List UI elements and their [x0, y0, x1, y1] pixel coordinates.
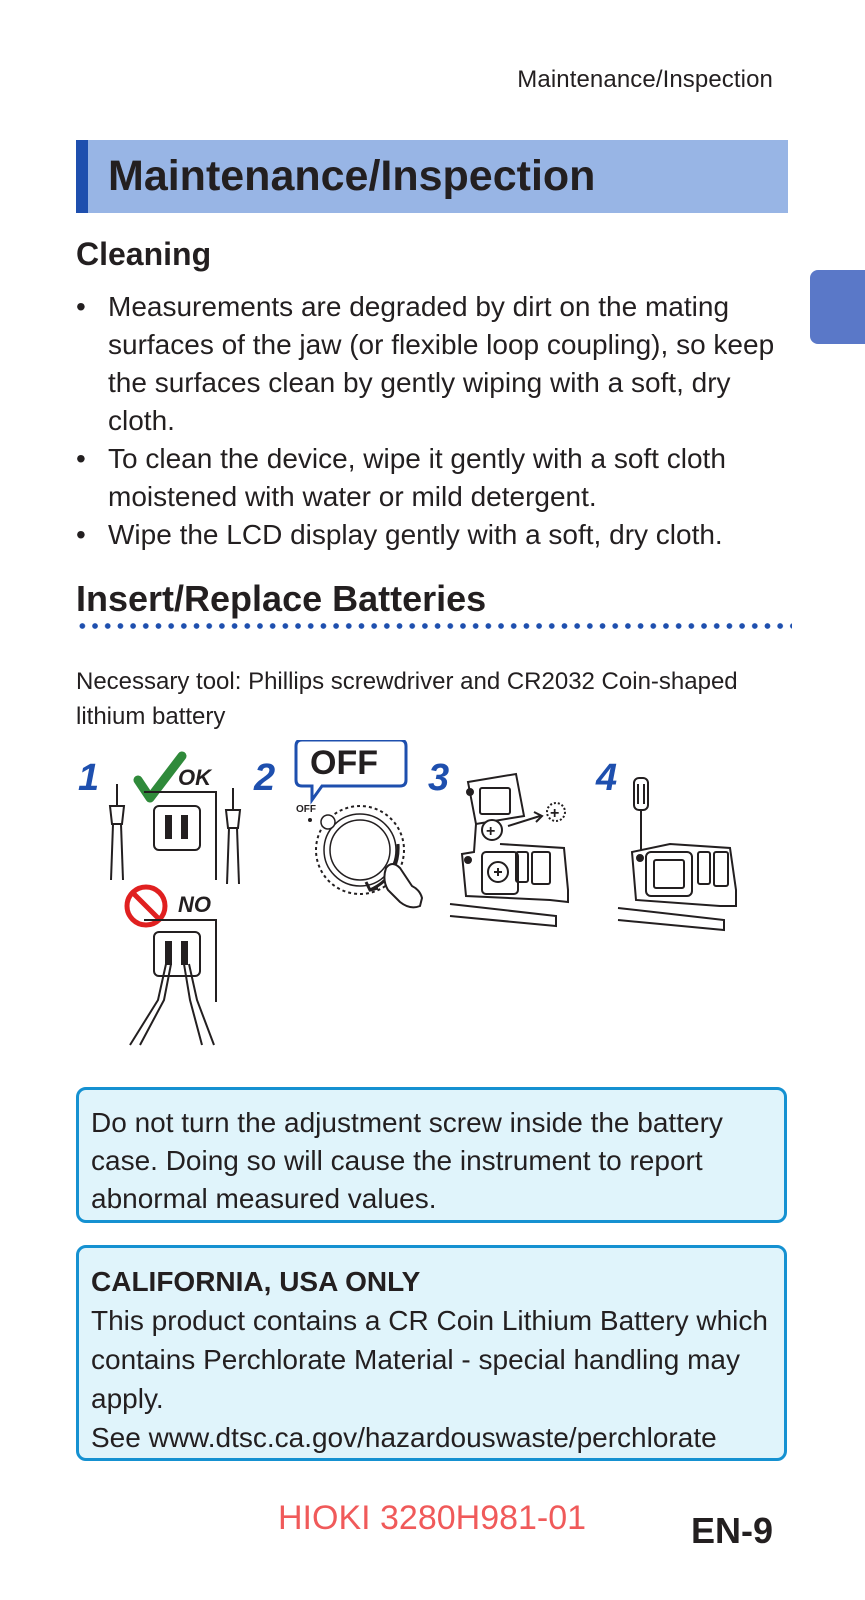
title-bar — [76, 140, 788, 213]
cleaning-list — [76, 288, 796, 554]
california-body: This product contains a CR Coin Lithium Battery which contains Perchlorate Material - special handling may apply. — [91, 1305, 768, 1414]
california-link: See www.dtsc.ca.gov/hazardouswaste/perchlorate — [91, 1422, 717, 1453]
svg-text:+: + — [550, 805, 560, 822]
step-number: 2 — [254, 757, 276, 799]
no-label: NO — [178, 892, 211, 917]
running-header: Maintenance/Inspection — [517, 66, 773, 93]
list-item: • Measurements are degraded by dirt on the mating surfaces of the jaw (or flexible loop coupling), so keep the surfaces clean by gently wiping with a soft, dry cloth. — [76, 288, 796, 440]
step-number: 4 — [596, 757, 618, 799]
outlet-icon — [144, 792, 216, 880]
title-accent — [76, 140, 88, 213]
necessary-tool-text: Necessary tool: Phillips screwdriver and CR2032 Coin-shaped lithium battery — [76, 668, 738, 730]
step-number: 1 — [78, 757, 100, 799]
battery-case-closed-icon — [618, 844, 736, 930]
california-notice-box — [76, 1245, 787, 1461]
document-id: HIOKI 3280H981-01 — [278, 1499, 587, 1537]
svg-text:+: + — [486, 823, 496, 840]
step-number: 3 — [428, 757, 450, 799]
cleaning-heading: Cleaning — [76, 236, 212, 272]
california-title: CALIFORNIA, USA ONLY — [91, 1266, 421, 1297]
screwdriver-icon — [634, 778, 648, 856]
page-number: EN-9 — [690, 1510, 773, 1551]
batteries-heading: Insert/Replace Batteries — [76, 578, 487, 619]
off-small-label: OFF — [296, 804, 316, 815]
list-item: • Wipe the LCD display gently with a soft, dry cloth. — [76, 516, 796, 554]
hand-icon — [384, 864, 422, 907]
page-title: Maintenance/Inspection — [108, 152, 596, 200]
test-lead-left-icon — [110, 784, 124, 880]
battery-steps-illustration — [70, 740, 770, 1070]
list-item: • To clean the device, wipe it gently with a soft cloth moistened with water or mild detergent. — [76, 440, 796, 516]
battery-case-open-icon — [450, 774, 568, 926]
warning-box: Do not turn the adjustment screw inside the battery case. Doing so will cause the instrument to report abnormal measured values. — [76, 1087, 787, 1223]
outlet-icon — [144, 920, 216, 1002]
ok-label: OK — [178, 765, 211, 790]
chapter-side-tab — [810, 270, 865, 344]
dotted-divider — [76, 622, 792, 630]
test-lead-right-icon — [226, 788, 240, 884]
off-bubble-label: OFF — [310, 744, 378, 782]
